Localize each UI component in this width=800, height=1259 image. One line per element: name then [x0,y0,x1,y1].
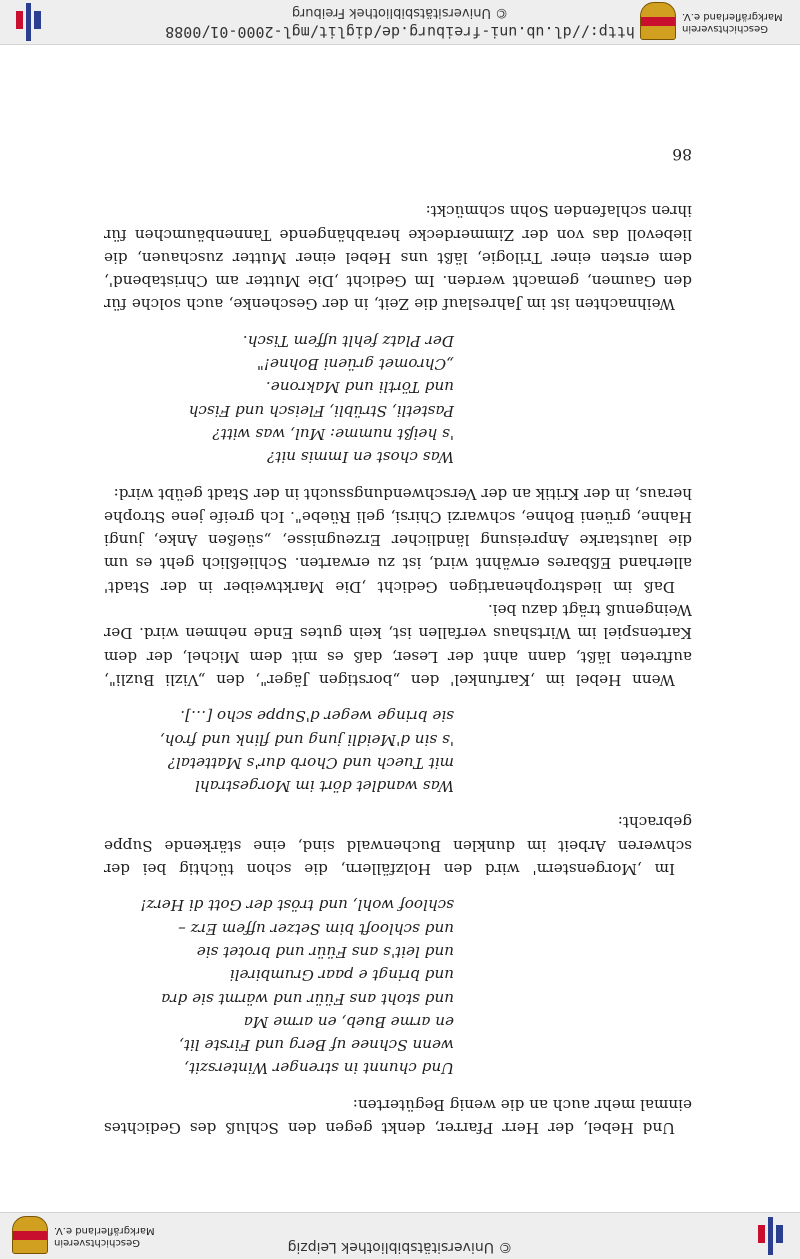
footer-copyright: © Universitätsbibliothek Freiburg [291,5,509,20]
verse-line: Was chost en Immis nit? [267,448,454,467]
paragraph-5: Weihnachten ist im Jahreslauf die Zeit, in der Geschenke, auch solche für den Gaumen, gemacht werden. Im Gedicht ‚Die Mutter am Christabend', dem ersten einer Trilogie, läßt uns Hebel einer Mutter zuschauen, die liebevoll das von der Zimmerdecke herabhängende Tannenbäumchen für ihren schlafenden Sohn schmückt: [104,202,692,314]
verse-line: Pastetli, Strübli, Fleisch und Fisch [188,401,454,420]
coat-of-arms-icon [12,1216,48,1254]
verse-2 [104,704,454,797]
verse-line: und stoht ans Füür und wärmt sie dra [161,989,454,1008]
verse-line: 's heißt numme: Mul, was witt? [212,424,454,443]
page-number: 86 [672,145,692,164]
verse-line: und leit's ans Füür und brotet sie [196,942,454,961]
verse-line: und Törtli und Makrone. [265,378,454,397]
geschichtsverein-logo [12,1216,162,1256]
verse-line: Der Platz fehlt uffem Tisch. [242,331,454,350]
verse-line: mit Tuech und Chorb dur's Mattetal? [167,753,454,772]
verse-line: 's sin d'Meidli jung und flink und froh, [159,730,454,749]
header-copyright: © Universitätsbibliothek Leipzig [287,1239,513,1255]
verse-line: und bringt e paar Grumbireli [229,966,454,985]
paragraph-1: Und Hebel, der Herr Pfarrer, denkt gegen den Schluß des Gedichtes einmal mehr auch an die wenig Begüterten: [104,1095,692,1137]
verse-line: Und chunnt in strenger Winterszit, [184,1059,454,1078]
verse-1 [104,893,454,1079]
geschichtsverein-logo-footer [640,2,790,42]
verse-line: Was wandlet dört im Morgestrahl [195,777,454,796]
verse-line: „Chromet grüeni Bohne!" [256,355,454,374]
footer-bar [0,0,800,45]
society-name-footer: Geschichtsverein Markgräflerland e.V. [682,11,783,34]
page-content [104,142,692,1139]
header-bar [0,1212,800,1259]
verse-line: und schlooft bim Setzer uffem Erz – [178,919,454,938]
footer-url[interactable]: http://dl.ub.uni-freiburg.de/diglit/mgl-2000-01/0088 [165,23,635,41]
coat-of-arms-icon [640,2,676,40]
paragraph-4: Daß im liedstrophenartigen Gedicht ‚Die Marktweiber in der Stadt' allerhand Eßbares erwähnt wird, ist zu erwarten. Schließlich geht es um die lautstarke Anpreisung ländlicher Erzeugnisse, „süeßen Anke, jungi Hahne, grüeni Bohne, schwarzi Chirsi, geli Rüebe". Ich greife jene Strophe heraus, in der Kritik an der Verschwendungssucht in der Stadt geübt wird: [104,484,692,596]
paragraph-2: Im ‚Morgenstern' wird den Holzfällern, die schon tüchtig bei der schweren Arbeit im dunklen Buchenwald sind, eine stärkende Suppe gebracht: [104,813,692,879]
verse-line: wenn Schnee uf Berg und Firste lit, [179,1036,454,1055]
paragraph-3: Wenn Hebel im ‚Karfunkel' den „borstigen Jäger", den „Vizli Buzli", auftreten läßt, dann ahnt der Leser, daß es mit dem Michel, der dem Kartenspiel im Wirtshaus verfallen ist, kein gutes Ende nehmen wird. Der Weingenuß trägt dazu bei. [104,601,692,689]
verse-3 [104,329,454,469]
verse-line: schloof wohl, und tröst der Gott di Herz! [140,896,454,915]
ub-freiburg-logo-icon [14,3,44,41]
verse-line: sie bringe weger d'Suppe scho […]. [180,707,454,726]
society-name: Geschichtsverein Markgräflerland e.V. [54,1225,155,1248]
verse-line: en arme Bueb, en arme Ma [243,1012,454,1031]
